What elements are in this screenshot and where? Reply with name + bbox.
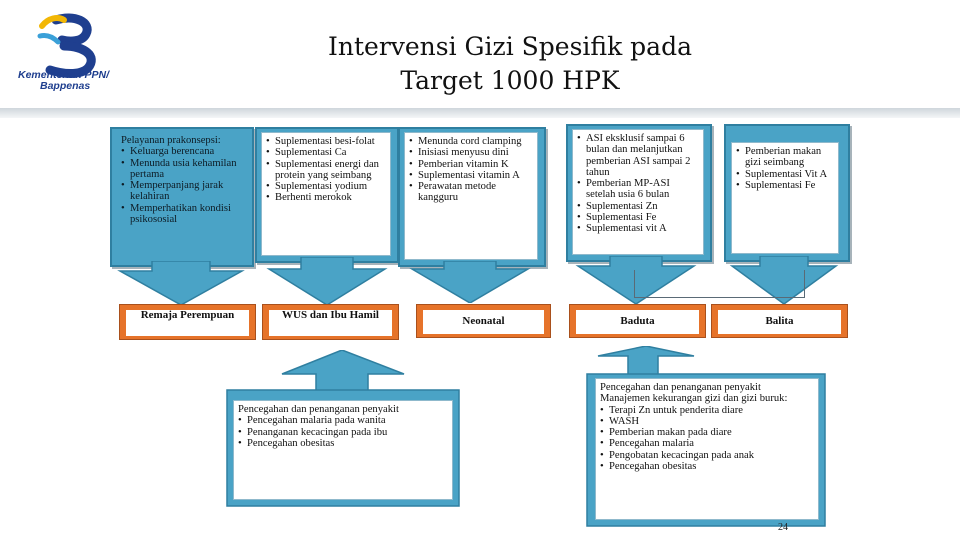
- box-prakonsepsi: [110, 127, 254, 267]
- list-item: • Menunda usia kehamilan pertama: [121, 158, 243, 181]
- box-wus: [255, 127, 399, 263]
- logo-text: [18, 70, 109, 92]
- list-item: • Penanganan kecacingan pada ibu: [238, 427, 448, 438]
- list-item: • Pencegahan malaria pada wanita: [238, 415, 448, 426]
- box-wus-content: [261, 132, 391, 256]
- connector-line: [804, 270, 805, 298]
- target-wus-ibu-hamil: [262, 304, 399, 340]
- logo-line2: Bappenas: [40, 80, 91, 92]
- box-balita-content: [731, 142, 839, 254]
- page-title: [240, 30, 780, 98]
- box-baduta-content: [572, 129, 704, 255]
- list-item: • Suplementasi yodium: [266, 181, 386, 192]
- box-bottom-left-content: [233, 400, 453, 500]
- title-line1: Intervensi Gizi Spesifik pada: [328, 32, 692, 61]
- target-label: Balita: [718, 310, 841, 334]
- list-item: • Suplementasi Zn: [577, 201, 699, 212]
- header-divider: [0, 108, 960, 118]
- list-item: • Pencegahan obesitas: [600, 461, 814, 472]
- list-item: • Berhenti merokok: [266, 192, 386, 203]
- arrow-down-icon: [400, 261, 540, 303]
- list-item: • Perawatan metode kangguru: [409, 181, 533, 204]
- list-item: • Pencegahan malaria: [600, 438, 814, 449]
- arrow-down-icon: [110, 261, 252, 305]
- list-item: • Pemberian MP-ASI setelah usia 6 bulan: [577, 178, 699, 201]
- list-item: • Suplementasi Ca: [266, 147, 386, 158]
- list-item: • Menunda cord clamping: [409, 136, 533, 147]
- list-item: • Pemberian makan gizi seimbang: [736, 146, 834, 169]
- target-remaja-perempuan: [119, 304, 256, 340]
- page-number: 24: [778, 522, 788, 533]
- target-label: Neonatal: [423, 310, 544, 334]
- connector-line: [634, 297, 804, 298]
- bottom-left-heading: Pencegahan dan penanganan penyakit: [238, 404, 399, 415]
- list-item: • Pemberian vitamin K: [409, 159, 533, 170]
- target-balita: [711, 304, 848, 338]
- list-item: • Suplementasi Fe: [736, 180, 834, 191]
- target-neonatal: [416, 304, 551, 338]
- list-item: • ASI eksklusif sampai 6 bulan dan melanjutkan pemberian ASI sampai 2 tahun: [577, 133, 699, 178]
- list-item: • Suplementasi energi dan protein yang seimbang: [266, 159, 386, 182]
- title-line2: Target 1000 HPK: [400, 66, 620, 95]
- box-baduta: [566, 124, 712, 262]
- box-prakonsepsi-content: [117, 132, 247, 260]
- list-item: • Suplementasi vit A: [577, 223, 699, 234]
- list-item: • Suplementasi Fe: [577, 212, 699, 223]
- bottom-right-heading2: Manajemen kekurangan gizi dan gizi buruk:: [600, 393, 788, 405]
- list-item: • Suplementasi besi-folat: [266, 136, 386, 147]
- list-item: • WASH: [600, 416, 814, 427]
- connector-line: [634, 270, 635, 298]
- bottom-right-heading1: Pencegahan dan penanganan penyakit: [600, 382, 761, 393]
- list-item: • Terapi Zn untuk penderita diare: [600, 405, 814, 416]
- list-item: • Inisiasi menyusu dini: [409, 147, 533, 158]
- target-label: WUS dan Ibu Hamil: [269, 310, 392, 336]
- target-baduta: [569, 304, 706, 338]
- list-item: • Pengobatan kecacingan pada anak: [600, 450, 814, 461]
- target-label: Remaja Perempuan: [126, 310, 249, 336]
- box-balita: [724, 124, 850, 262]
- box-prakonsepsi-heading: Pelayanan prakonsepsi:: [121, 135, 221, 146]
- list-item: • Suplementasi vitamin A: [409, 170, 533, 181]
- box-neonatal-content: [404, 132, 538, 260]
- list-item: • Pencegahan obesitas: [238, 438, 448, 449]
- list-item: • Pemberian makan pada diare: [600, 427, 814, 438]
- list-item: • Memperpanjang jarak kelahiran: [121, 180, 243, 203]
- list-item: • Suplementasi Vit A: [736, 169, 834, 180]
- list-item: • Memperhatikan kondisi psikososial: [121, 203, 243, 226]
- arrow-down-icon: [257, 257, 397, 305]
- box-neonatal: [398, 127, 546, 267]
- box-bottom-right-content: [595, 378, 819, 520]
- target-label: Baduta: [576, 310, 699, 334]
- list-item: • Keluarga berencana: [121, 146, 243, 157]
- logo-line1: Kementerian PPN/: [18, 69, 110, 81]
